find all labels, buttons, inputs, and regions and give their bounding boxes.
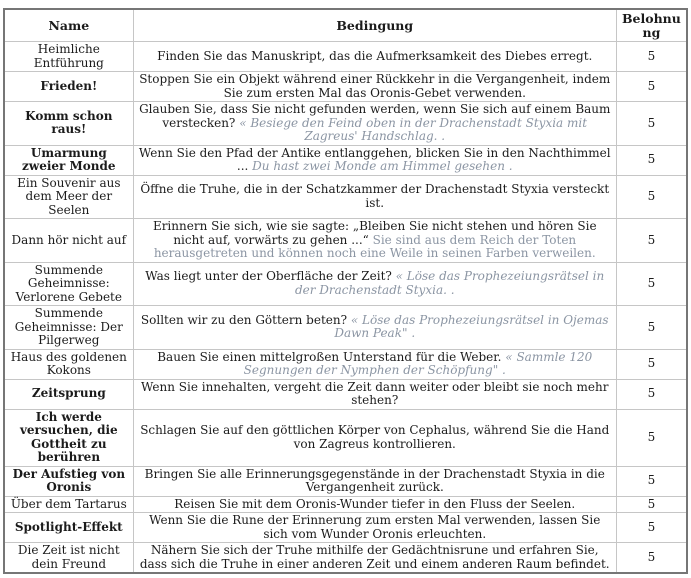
condition-text-segment: « Löse das Prophezeiungsrätsel in Ojemas Dawn Peak" .	[334, 312, 609, 341]
name-cell: Über dem Tartarus	[4, 496, 133, 513]
condition-text-segment: Was liegt unter der Oberfläche der Zeit?	[145, 269, 396, 284]
table-row	[4, 379, 687, 409]
condition-cell	[133, 145, 616, 175]
name-cell: Umarmung zweier Monde	[4, 145, 133, 175]
column-header-reward: Belohnung	[616, 9, 687, 42]
condition-text-segment: Stoppen Sie ein Objekt während einer Rückkehr in die Vergangenheit, indem Sie zum ersten Mal das Oronis-Gebet verwenden.	[139, 72, 611, 100]
name-cell: Ich werde versuchen, die Gottheit zu berühren	[4, 409, 133, 466]
column-header-condition: Bedingung	[133, 9, 616, 42]
condition-cell	[133, 379, 616, 409]
condition-text-segment: Öffne die Truhe, die in der Schatzkammer der Drachenstadt Styxia versteckt ist.	[140, 182, 610, 210]
name-cell: Haus des goldenen Kokons	[4, 349, 133, 379]
condition-text-segment: Sollten wir zu den Göttern beten?	[140, 312, 351, 327]
condition-cell	[133, 543, 616, 574]
condition-text-segment: Wenn Sie innehalten, vergeht die Zeit dann weiter oder bleibt sie noch mehr stehen?	[141, 379, 609, 407]
condition-cell	[133, 466, 616, 496]
name-cell: Summende Geheimnisse: Verlorene Gebete	[4, 262, 133, 306]
condition-cell	[133, 349, 616, 379]
table-row	[4, 72, 687, 102]
reward-cell: 5	[616, 379, 687, 409]
condition-text-segment: Wenn Sie den Pfad der Antike entlanggehen, blicken Sie in den Nachthimmel ...	[138, 145, 611, 173]
reward-cell: 5	[616, 42, 687, 72]
table-row	[4, 466, 687, 496]
condition-text-segment: Nähern Sie sich der Truhe mithilfe der Gedächtnisrune und erfahren Sie, dass sich die Truhe in einer anderen Zeit und einem anderen Raum befindet.	[139, 543, 610, 571]
reward-cell: 5	[616, 349, 687, 379]
name-cell: Die Zeit ist nicht dein Freund	[4, 543, 133, 574]
reward-cell: 5	[616, 102, 687, 146]
header-row	[4, 9, 687, 42]
condition-cell	[133, 175, 616, 219]
condition-cell	[133, 409, 616, 466]
condition-text-segment: Sie sind aus dem Reich der Toten herausgetreten und können noch eine Weile in seinen Farben verweilen.	[153, 232, 596, 260]
table-row	[4, 102, 687, 146]
reward-cell: 5	[616, 409, 687, 466]
table-row	[4, 513, 687, 543]
condition-text-segment: Reisen Sie mit dem Oronis-Wunder tiefer in den Fluss der Seelen.	[174, 496, 576, 511]
table-row	[4, 262, 687, 306]
condition-cell	[133, 102, 616, 146]
table-row	[4, 42, 687, 72]
table-row	[4, 145, 687, 175]
table-row	[4, 349, 687, 379]
reward-cell: 5	[616, 72, 687, 102]
reward-cell: 5	[616, 543, 687, 574]
condition-text-segment: « Sammle 120 Segnungen der Nymphen der Schöpfung" .	[243, 349, 593, 377]
reward-cell: 5	[616, 306, 687, 350]
condition-cell	[133, 262, 616, 306]
name-cell: Heimliche Entführung	[4, 42, 133, 72]
name-cell: Zeitsprung	[4, 379, 133, 409]
condition-text-segment: Erinnern Sie sich, wie sie sagte: „Bleiben Sie nicht stehen und hören Sie nicht auf, vorwärts zu gehen ...“	[152, 219, 597, 247]
reward-cell: 5	[616, 513, 687, 543]
condition-text-segment: Glauben Sie, dass Sie nicht gefunden werden, wenn Sie sich auf einem Baum verstecken?	[139, 102, 611, 130]
table-row	[4, 219, 687, 263]
condition-text-segment: Finden Sie das Manuskript, das die Aufmerksamkeit des Diebes erregt.	[157, 48, 593, 63]
name-cell: Der Aufstieg von Oronis	[4, 466, 133, 496]
table-row	[4, 543, 687, 574]
table-body	[4, 42, 687, 574]
name-cell: Komm schon raus!	[4, 102, 133, 146]
table-row	[4, 409, 687, 466]
table-row	[4, 306, 687, 350]
condition-cell	[133, 42, 616, 72]
condition-text-segment: « Löse das Prophezeiungsrätsel in der Drachenstadt Styxia. .	[294, 269, 605, 297]
name-cell: Frieden!	[4, 72, 133, 102]
reward-cell: 5	[616, 496, 687, 513]
condition-cell	[133, 306, 616, 350]
condition-cell	[133, 496, 616, 513]
condition-text-segment: Du hast zwei Monde am Himmel gesehen .	[252, 159, 513, 173]
reward-cell: 5	[616, 145, 687, 175]
table-row	[4, 175, 687, 219]
reward-cell: 5	[616, 219, 687, 263]
reward-cell: 5	[616, 262, 687, 306]
reward-cell: 5	[616, 466, 687, 496]
table-row	[4, 496, 687, 513]
condition-text-segment: « Besiege den Feind oben in der Drachenstadt Styxia mit Zagreus' Handschlag. .	[239, 115, 588, 143]
name-cell: Summende Geheimnisse: Der Pilgerweg	[4, 306, 133, 350]
condition-text-segment: Bauen Sie einen mittelgroßen Unterstand für die Weber.	[157, 349, 506, 364]
column-header-name: Name	[4, 9, 133, 42]
name-cell: Dann hör nicht auf	[4, 219, 133, 263]
achievements-table	[3, 8, 688, 574]
reward-cell: 5	[616, 175, 687, 219]
condition-cell	[133, 72, 616, 102]
name-cell: Spotlight-Effekt	[4, 513, 133, 543]
condition-text-segment: Wenn Sie die Rune der Erinnerung zum ersten Mal verwenden, lassen Sie sich vom Wunder Oronis erleuchten.	[149, 513, 601, 541]
condition-text-segment: Bringen Sie alle Erinnerungsgegenstände in der Drachenstadt Styxia in die Vergangenheit zurück.	[144, 466, 605, 494]
name-cell: Ein Souvenir aus dem Meer der Seelen	[4, 175, 133, 219]
condition-cell	[133, 513, 616, 543]
condition-text-segment: Schlagen Sie auf den göttlichen Körper von Cephalus, während Sie die Hand von Zagreus kontrollieren.	[140, 423, 610, 451]
condition-cell	[133, 219, 616, 263]
